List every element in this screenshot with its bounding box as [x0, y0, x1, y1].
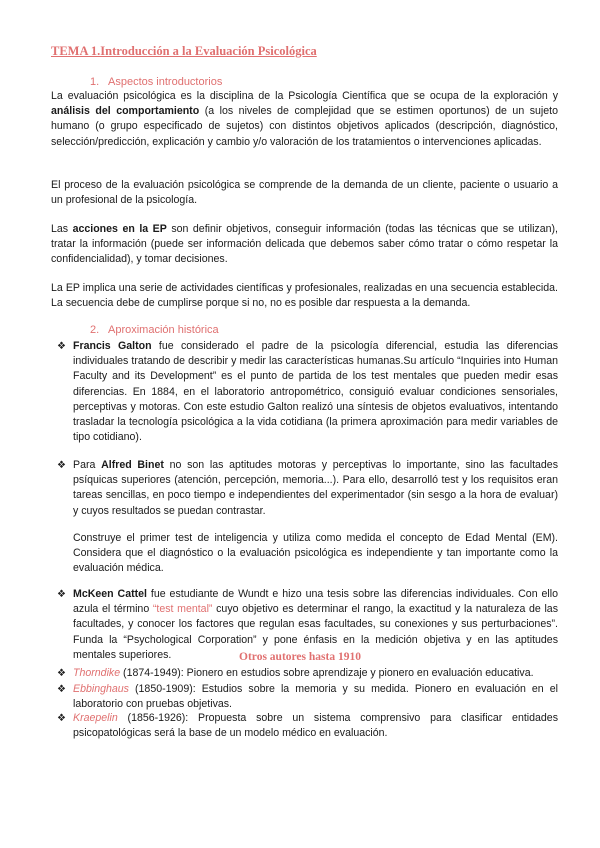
paragraph-process: El proceso de la evaluación psicológica se comprende de la demanda de un cliente, paciente o usuario a un profesional de la psicología. — [51, 179, 558, 207]
paragraph-intro: La evaluación psicológica es la disciplina de la Psicología Científica que se ocupa de la exploración y análisis del comportamiento (a los niveles de complejidad que se estimen oportunos) de un sujeto humano (o grupo especificado de sujetos) con distintos objetivos aplicados (descripción, diagnóstico, selección/predicción, explicación y cambio y/o valoración de los tratamientos o intervenciones aplicadas. — [51, 90, 558, 148]
diamond-bullet-icon: ❖ — [57, 341, 66, 352]
list-item-kraepelin: ❖ Kraepelin (1856-1926): Propuesta sobre un sistema comprensivo para clasificar entidades psicopatológicas será la base de un modelo médico en evaluación. — [57, 712, 558, 740]
paragraph-sequence: La EP implica una serie de actividades científicas y profesionales, realizadas en una secuencia establecida. La secuencia debe de cumplirse porque si no, no es posible dar respuesta a la demanda. — [51, 282, 558, 310]
bullet-cattel: ❖ McKeen Cattel fue estudiante de Wundt e hizo una tesis sobre las diferencias individuales. Con ello azula el término “test mental” cuyo objetivo es determinar el rango, la exactitud y la naturaleza de las facultades, y conocer los factores que regulan esas facultades, su conexiones y sus perturbaciones”. Funda la “Psychological Corporation” y pone énfasis en la medición objetiva y en las aptitudes mentales superiores. — [57, 588, 559, 661]
diamond-bullet-icon: ❖ — [57, 713, 66, 724]
diamond-bullet-icon: ❖ — [57, 460, 66, 471]
list-item-thorndike: ❖ Thorndike (1874-1949): Pionero en estudios sobre aprendizaje y pionero en evaluación educativa. — [51, 666, 558, 681]
diamond-bullet-icon: ❖ — [57, 668, 66, 679]
diamond-bullet-icon: ❖ — [57, 589, 66, 600]
paragraph-binet-continued: Construye el primer test de inteligencia y utiliza como medida el concepto de Edad Mental (EM). Considera que el diagnóstico o la evaluación psicológica es independiente y tan importante como la evaluación médica. — [73, 532, 558, 575]
bullet-binet: ❖ Para Alfred Binet no son las aptitudes motoras y perceptivas lo importante, sino las facultades psíquicas superiores (atención, percepción, memoria...). Para ello, desarrolló test y los requisitos eran tareas sencillas, en poco tiempo e independientes del experimentador (sin sesgo a la hora de evaluar) y cuyos resultados se puedan contrastar. — [57, 459, 558, 517]
page-title: TEMA 1.Introducción a la Evaluación Psicológica — [51, 44, 317, 58]
list-item-ebbinghaus: ❖ Ebbinghaus (1850-1909): Estudios sobre la memoria y su medida. Pionero en evaluación en el laboratorio con pruebas objetivas. — [57, 683, 558, 711]
subheading-other-authors: Otros autores hasta 1910 — [239, 651, 361, 663]
section-heading-2: 2. Aproximación histórica — [90, 324, 219, 336]
bullet-galton: ❖ Francis Galton fue considerado el padre de la psicología diferencial, estudia las diferencias individuales tratando de describir y medir las características humanas.Su artículo “Inquiries into Human Faculty and its Development” es el punto de partida de los test mentales que pueden medir esas diferencias. En 1884, en el laboratorio antropométrico, consiguió evaluar condiciones sensoriales, perceptivas y motoras. Con este estudio Galton realizó una síntesis de objetos evaluativos, intentando trasladar la tecnología psicológica a la vida cotidiana (la primera aproximación para medir variables de tipo cotidiano). — [57, 340, 559, 444]
section-heading-1: 1. Aspectos introductorios — [90, 76, 223, 88]
diamond-bullet-icon: ❖ — [57, 684, 66, 695]
paragraph-actions: Las acciones en la EP son definir objetivos, conseguir información (todas las técnicas que se utilizan), tratar la información (puede ser información delicada que debemos saber cómo tratar o cómo respetar la confidencialidad), y tomar decisiones. — [51, 223, 558, 266]
